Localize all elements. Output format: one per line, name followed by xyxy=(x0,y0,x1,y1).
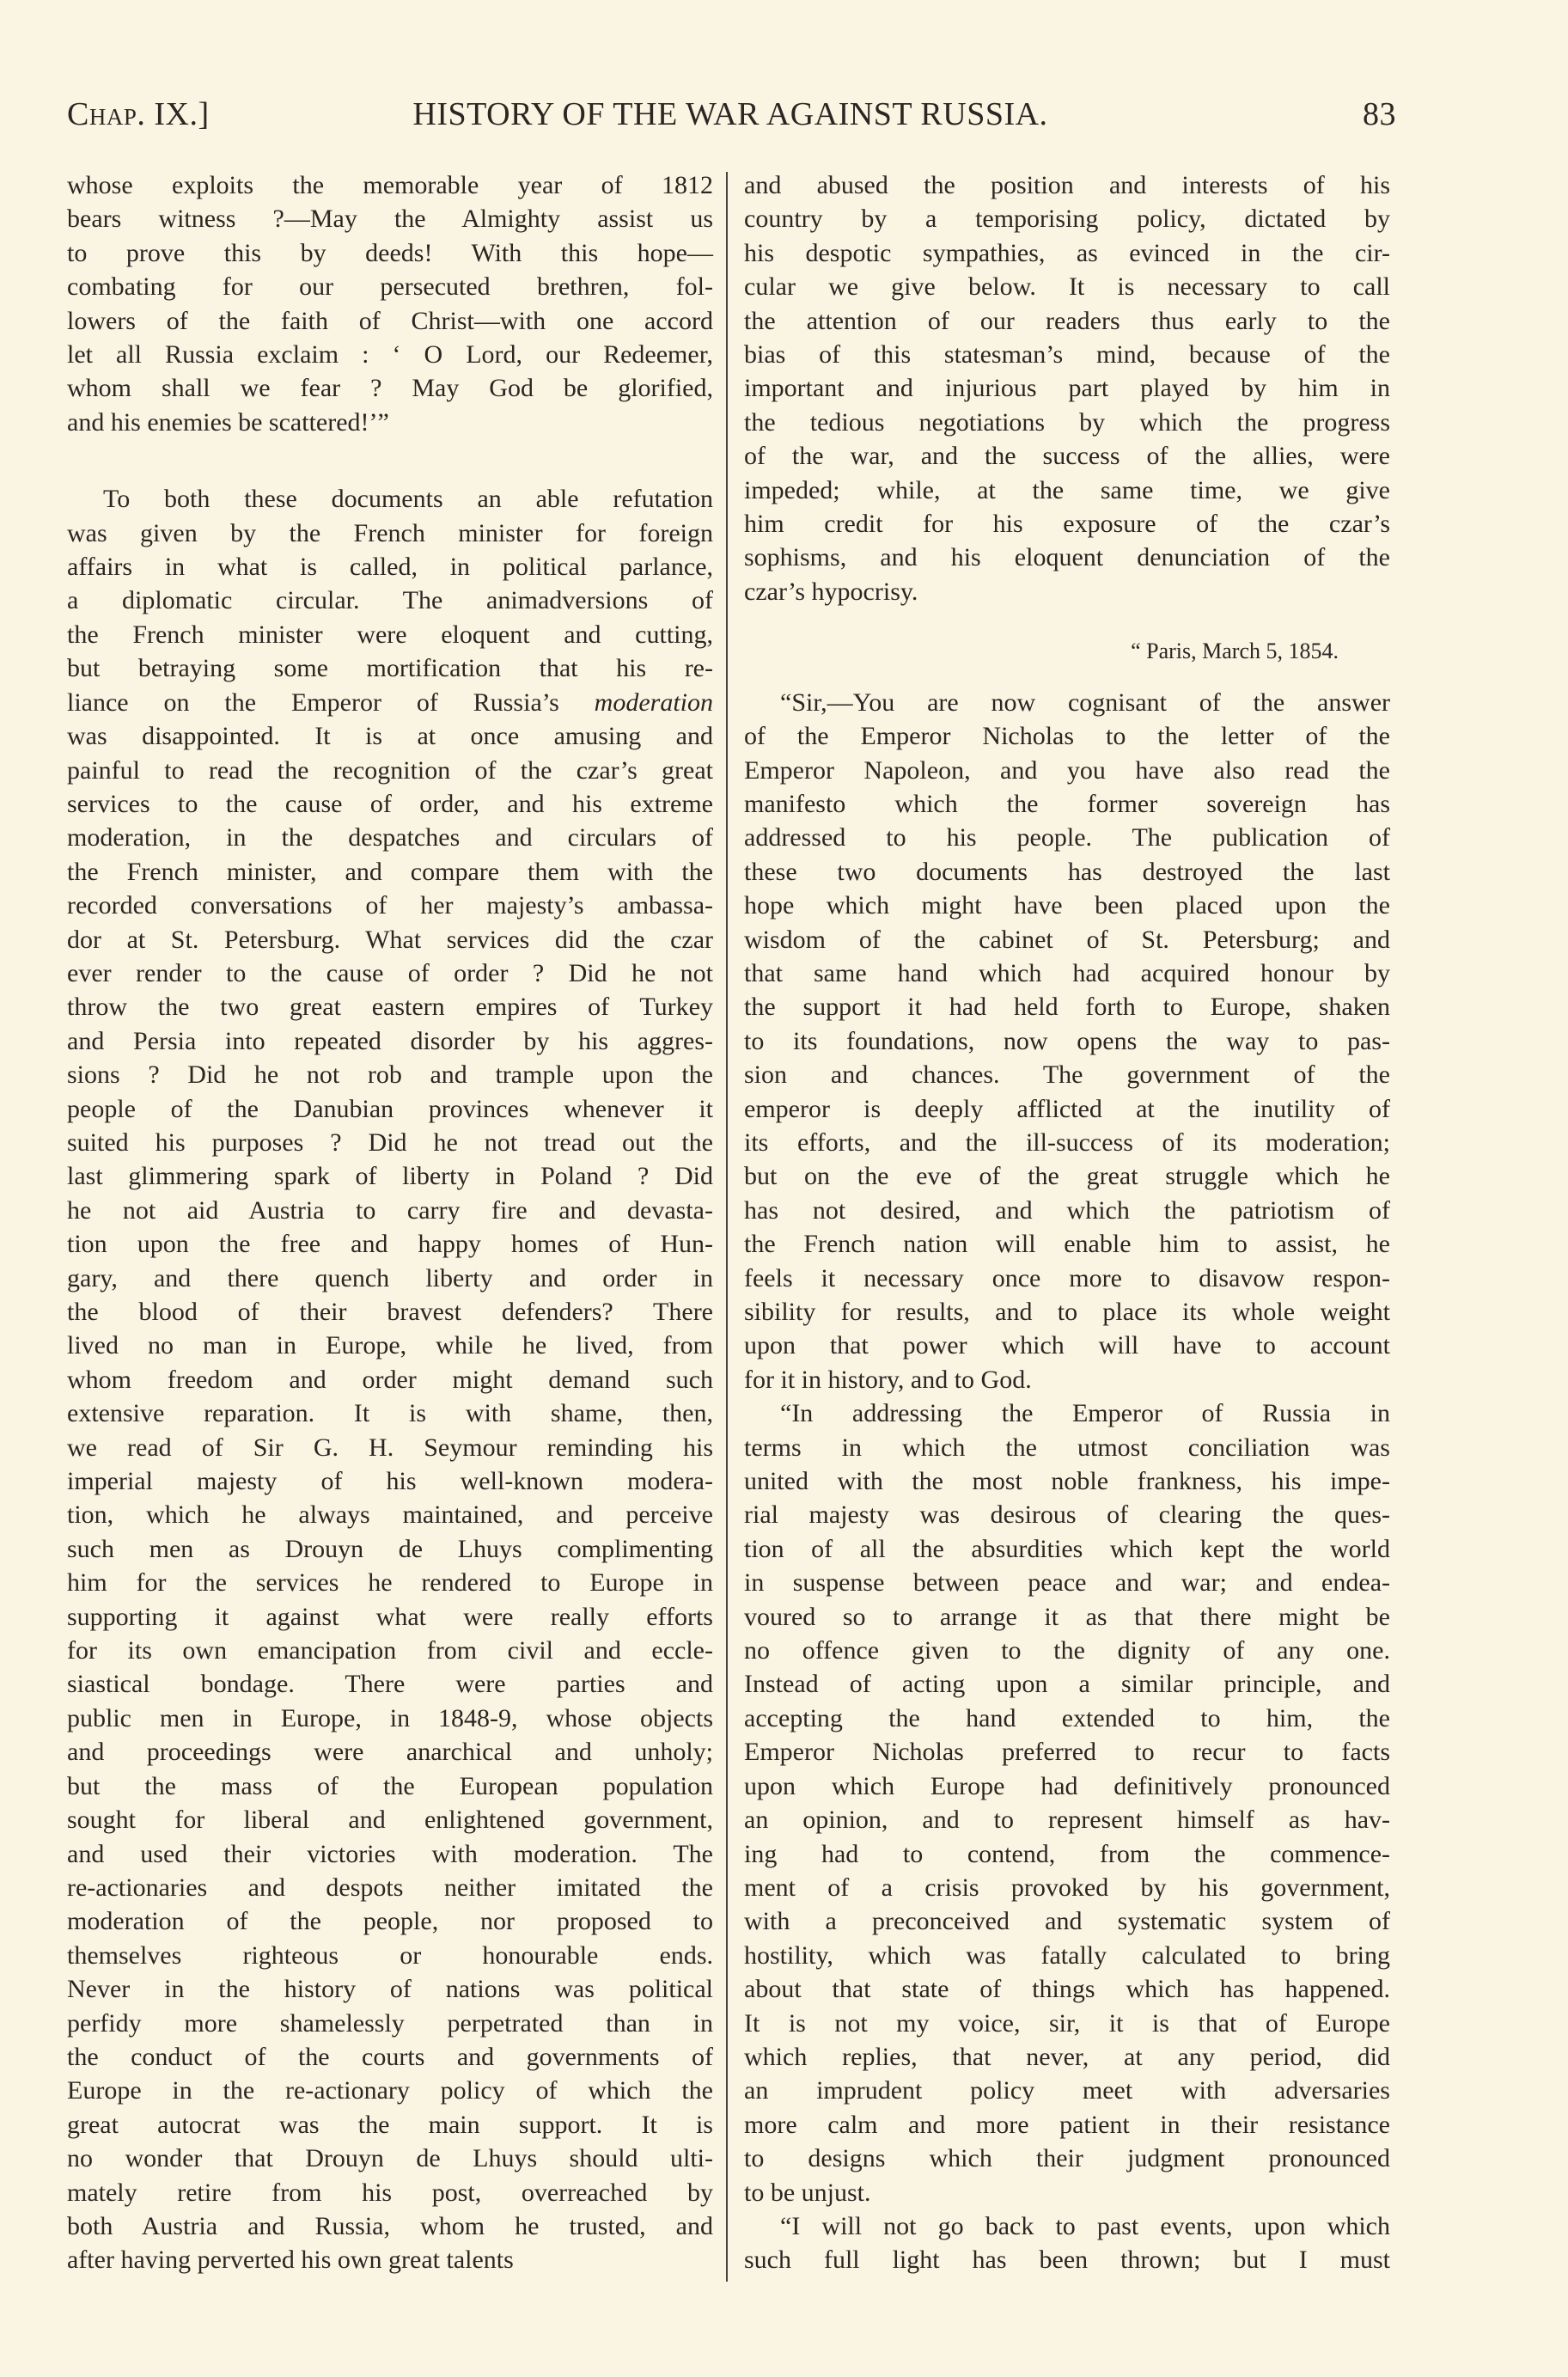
text-line: Emperor Napoleon, and you have also read the xyxy=(744,755,1390,785)
text-line: last glimmering spark of liberty in Poland ? Did xyxy=(67,1162,713,1191)
text-line: accepting the hand extended to him, the xyxy=(744,1703,1390,1732)
text-line: Instead of acting upon a similar principle, and xyxy=(744,1670,1390,1699)
text-line: supporting it against what were really efforts xyxy=(67,1602,713,1631)
paragraph xyxy=(744,168,1390,608)
text-line: gary, and there quench liberty and order in xyxy=(67,1263,713,1292)
text-line xyxy=(67,686,713,719)
text-line: for it in history, and to God. xyxy=(744,1365,1032,1394)
text-line: and Persia into repeated disorder by his aggres- xyxy=(67,1026,713,1055)
text-line: upon which Europe had definitively pronounced xyxy=(744,1771,1390,1800)
text-line: mately retire from his post, overreached by xyxy=(67,2178,713,2207)
text-line: the French minister, and compare them with the xyxy=(67,857,713,886)
text-line: let all Russia exclaim : ‘ O Lord, our Redeemer, xyxy=(67,340,713,370)
running-head-chapter: Chap. IX.] xyxy=(67,96,210,132)
text-line: tion of all the absurdities which kept the world xyxy=(744,1534,1390,1563)
text-line: voured so to arrange it as that there might be xyxy=(744,1602,1390,1631)
text-line: lived no man in Europe, while he lived, from xyxy=(67,1331,713,1360)
line-text: liance on the Emperor of Russia’s xyxy=(67,687,595,717)
text-line: dor at St. Petersburg. What services did the czar xyxy=(67,925,713,954)
text-line: recorded conversations of her majesty’s ambassa- xyxy=(67,891,713,920)
text-line: important and injurious part played by him in xyxy=(744,374,1390,403)
letter-paragraph xyxy=(744,2209,1390,2277)
text-line: hostility, which was fatally calculated to bring xyxy=(744,1940,1390,1970)
letter-paragraph xyxy=(744,1396,1390,2209)
text-line: and used their victories with moderation. The xyxy=(67,1839,713,1868)
text-line: a diplomatic circular. The animadversions of xyxy=(67,586,713,615)
text-line: whom shall we fear ? May God be glorified, xyxy=(67,374,713,403)
text-line: for its own emancipation from civil and eccle- xyxy=(67,1636,713,1665)
text-line: To both these documents an able refutation xyxy=(103,485,713,514)
text-line: great autocrat was the main support. It is xyxy=(67,2110,713,2139)
text-line: whom freedom and order might demand such xyxy=(67,1365,713,1394)
text-line: he not aid Austria to carry fire and devasta- xyxy=(67,1195,713,1225)
text-line: moderation of the people, nor proposed to xyxy=(67,1907,713,1936)
text-line: and his enemies be scattered!’” xyxy=(67,407,389,437)
text-line: such men as Drouyn de Lhuys complimenting xyxy=(67,1534,713,1563)
text-line: to its foundations, now opens the way to pas- xyxy=(744,1026,1390,1055)
text-line: imperial majesty of his well-known modera- xyxy=(67,1467,713,1496)
text-line: sions ? Did he not rob and trample upon the xyxy=(67,1060,713,1090)
text-line: tion, which he always maintained, and perceive xyxy=(67,1500,713,1530)
text-line: painful to read the recognition of the czar’s great xyxy=(67,755,713,785)
text-line: the French nation will enable him to assist, he xyxy=(744,1230,1390,1259)
text-line: of the Emperor Nicholas to the letter of the xyxy=(744,722,1390,751)
text-line: was given by the French minister for foreign xyxy=(67,518,713,547)
text-line: manifesto which the former sovereign has xyxy=(744,789,1390,818)
text-line: addressed to his people. The publication of xyxy=(744,823,1390,852)
text-line: no offence given to the dignity of any one. xyxy=(744,1636,1390,1665)
text-line: wisdom of the cabinet of St. Petersburg; and xyxy=(744,925,1390,954)
text-line: siastical bondage. There were parties and xyxy=(67,1670,713,1699)
text-line: cular we give below. It is necessary to call xyxy=(744,272,1390,302)
text-line: has not desired, and which the patriotism of xyxy=(744,1195,1390,1225)
text-line: themselves righteous or honourable ends. xyxy=(67,1940,713,1970)
text-line: these two documents has destroyed the last xyxy=(744,857,1390,886)
text-line: that same hand which had acquired honour by xyxy=(744,958,1390,987)
text-line: with a preconceived and systematic system of xyxy=(744,1907,1390,1936)
text-line: sibility for results, and to place its whole weight xyxy=(744,1298,1390,1326)
text-line: people of the Danubian provinces whenever it xyxy=(67,1094,713,1123)
text-line: combating for our persecuted brethren, fol- xyxy=(67,272,713,302)
text-line: both Austria and Russia, whom he trusted, and xyxy=(67,2211,713,2240)
text-line: united with the most noble frankness, his impe- xyxy=(744,1467,1390,1496)
text-line: re-actionaries and despots neither imitated the xyxy=(67,1873,713,1902)
text-line: “I will not go back to past events, upon which xyxy=(780,2211,1390,2240)
text-line: him for the services he rendered to Europe in xyxy=(67,1568,713,1598)
text-line: no wonder that Drouyn de Lhuys should ulti- xyxy=(67,2144,713,2173)
text-line: moderation, in the despatches and circulars of xyxy=(67,823,713,852)
text-line: perfidy more shamelessly perpetrated than in xyxy=(67,2008,713,2038)
text-line: public men in Europe, in 1848-9, whose objects xyxy=(67,1703,713,1732)
text-line: the attention of our readers thus early to the xyxy=(744,306,1390,335)
text-line: an imprudent policy meet with adversaries xyxy=(744,2076,1390,2105)
text-line: lowers of the faith of Christ—with one accord xyxy=(67,306,713,335)
text-line: upon that power which will have to account xyxy=(744,1331,1390,1360)
text-line: Europe in the re-actionary policy of which the xyxy=(67,2076,713,2105)
paragraph xyxy=(67,168,713,439)
text-line: bears witness ?—May the Almighty assist us xyxy=(67,205,713,234)
text-line: rial majesty was desirous of clearing the ques- xyxy=(744,1500,1390,1530)
text-line: hope which might have been placed upon the xyxy=(744,891,1390,920)
text-line: the support it had held forth to Europe, shaken xyxy=(744,993,1390,1022)
text-line: to designs which their judgment pronounced xyxy=(744,2144,1390,2173)
text-line: terms in which the utmost conciliation was xyxy=(744,1433,1390,1462)
text-line: which replies, that never, at any period, did xyxy=(744,2042,1390,2071)
text-line: and abused the position and interests of his xyxy=(744,171,1390,199)
text-line: impeded; while, at the same time, we give xyxy=(744,475,1390,504)
text-line: sophisms, and his eloquent denunciation of the xyxy=(744,543,1390,572)
text-line: the conduct of the courts and governments of xyxy=(67,2042,713,2071)
left-column xyxy=(67,168,713,2277)
text-line: ing had to contend, from the commence- xyxy=(744,1839,1390,1868)
text-line: ment of a crisis provoked by his government, xyxy=(744,1873,1390,1902)
text-line: we read of Sir G. H. Seymour reminding his xyxy=(67,1433,713,1462)
text-line: extensive reparation. It is with shame, then, xyxy=(67,1399,713,1428)
text-line: feels it necessary once more to disavow respon- xyxy=(744,1263,1390,1292)
text-line: but on the eve of the great struggle which he xyxy=(744,1162,1390,1191)
text-line: was disappointed. It is at once amusing and xyxy=(67,722,713,751)
text-line: tion upon the free and happy homes of Hun- xyxy=(67,1230,713,1259)
paragraph xyxy=(67,482,713,2277)
text-line: services to the cause of order, and his extreme xyxy=(67,789,713,818)
text-line: Emperor Nicholas preferred to recur to facts xyxy=(744,1738,1390,1767)
text-line: after having perverted his own great talents xyxy=(67,2246,514,2275)
text-line: sought for liberal and enlightened government, xyxy=(67,1806,713,1835)
text-line: the French minister were eloquent and cutting, xyxy=(67,620,713,649)
right-column xyxy=(744,168,1390,2277)
text-line: but betraying some mortification that his re- xyxy=(67,654,713,683)
text-line: and proceedings were anarchical and unholy; xyxy=(67,1738,713,1767)
text-line: in suspense between peace and war; and endea- xyxy=(744,1568,1390,1598)
text-line: but the mass of the European population xyxy=(67,1771,713,1800)
text-line: throw the two great eastern empires of Turkey xyxy=(67,993,713,1022)
text-line: him credit for his exposure of the czar’s xyxy=(744,510,1390,539)
text-line: to prove this by deeds! With this hope— xyxy=(67,238,713,267)
text-line: sion and chances. The government of the xyxy=(744,1060,1390,1090)
text-line: whose exploits the memorable year of 1812 xyxy=(67,171,713,199)
text-line: bias of this statesman’s mind, because of the xyxy=(744,340,1390,370)
text-line: its efforts, and the ill-success of its moderation; xyxy=(744,1127,1390,1157)
letter-dateline: “ Paris, March 5, 1854. xyxy=(1131,639,1339,664)
running-head-title: HISTORY OF THE WAR AGAINST RUSSIA. xyxy=(412,96,1048,132)
text-line: about that state of things which has happened. xyxy=(744,1975,1390,2004)
text-line: suited his purposes ? Did he not tread out the xyxy=(67,1127,713,1157)
text-line: such full light has been thrown; but I must xyxy=(744,2246,1390,2275)
text-line: czar’s hypocrisy. xyxy=(744,577,918,606)
text-line: Never in the history of nations was political xyxy=(67,1975,713,2004)
italic-emphasis: moderation xyxy=(594,687,713,717)
text-line: an opinion, and to represent himself as hav- xyxy=(744,1806,1390,1835)
text-line: of the war, and the success of the allies, were xyxy=(744,442,1390,471)
text-line: “Sir,—You are now cognisant of the answer xyxy=(780,687,1390,717)
text-line: “In addressing the Emperor of Russia in xyxy=(780,1399,1390,1428)
text-line: his despotic sympathies, as evinced in the cir- xyxy=(744,238,1390,267)
text-line: It is not my voice, sir, it is that of Europe xyxy=(744,2008,1390,2038)
page-number: 83 xyxy=(1363,96,1396,132)
text-line: more calm and more patient in their resistance xyxy=(744,2110,1390,2139)
text-line: country by a temporising policy, dictated by xyxy=(744,205,1390,234)
text-line: the blood of their bravest defenders? There xyxy=(67,1298,713,1326)
text-line: emperor is deeply afflicted at the inutility of xyxy=(744,1094,1390,1123)
text-line: affairs in what is called, in political parlance, xyxy=(67,553,713,582)
text-line: to be unjust. xyxy=(744,2178,871,2207)
letter-paragraph xyxy=(744,686,1390,1397)
text-line: ever render to the cause of order ? Did he not xyxy=(67,958,713,987)
text-line: the tedious negotiations by which the progress xyxy=(744,407,1390,437)
column-divider xyxy=(726,172,728,2282)
